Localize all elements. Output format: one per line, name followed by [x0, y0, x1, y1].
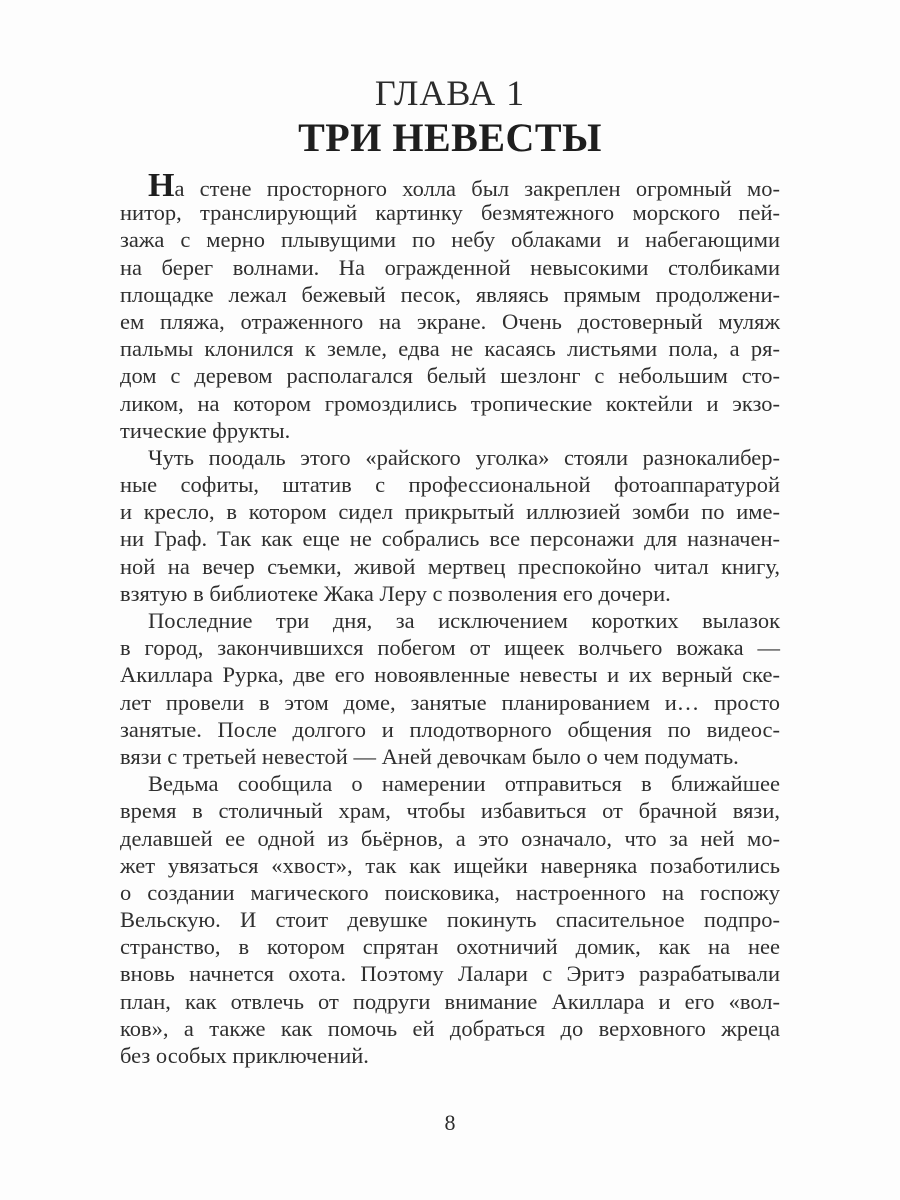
- paragraph-1: [120, 167, 780, 444]
- text-line: лет провели в этом доме, занятые планированием и… просто: [120, 689, 780, 715]
- text-line: вновь начнется охота. Поэтому Лалари с Эритэ разрабатывали: [120, 961, 780, 987]
- text-line: Акиллара Рурка, две его новоявленные невесты и их верный ске-: [120, 662, 780, 688]
- text-line: Ведьма сообщила о намерении отправиться в ближайшее: [148, 771, 780, 797]
- text-line: тические фрукты.: [120, 417, 291, 443]
- text-line: ные софиты, штатив с профессиональной фотоаппаратурой: [120, 472, 780, 498]
- text-line: делавшей ее одной из бьёрнов, а это означало, что за ней мо-: [120, 825, 780, 851]
- text-line: в город, закончившихся побегом от ищеек волчьего вожака —: [120, 635, 780, 661]
- paragraph-2: [120, 444, 780, 607]
- text-line: жет увязаться «хвост», так как ищейки наверняка позаботились: [120, 852, 780, 878]
- text-line: пальмы клонился к земле, едва не касаясь листьями пола, а ря-: [120, 336, 780, 362]
- drop-cap-letter: Н: [148, 167, 175, 204]
- text-line: ков», а также как помочь ей добраться до верховного жреца: [120, 1015, 780, 1041]
- text-line: о создании магического поисковика, настроенного на госпожу: [120, 879, 780, 905]
- paragraph-3: [120, 607, 780, 770]
- text-line: площадке лежал бежевый песок, являясь прямым продолжени-: [120, 281, 780, 307]
- text-line: план, как отвлечь от подруги внимание Акиллара и его «вол-: [120, 988, 780, 1014]
- text-line: время в столичный храм, чтобы избавиться от брачной вязи,: [120, 798, 780, 824]
- paragraph-4: [120, 770, 780, 1069]
- text-line: дом с деревом располагался белый шезлонг с небольшим сто-: [120, 363, 780, 389]
- text-line: ни Граф. Так как еще не собрались все персонажи для назначен-: [120, 526, 780, 552]
- text-line: без особых приключений.: [120, 1043, 369, 1068]
- text-line: ем пляжа, отраженного на экране. Очень достоверный муляж: [120, 308, 780, 334]
- text-line: вязи с третьей невестой — Аней девочкам было о чем подумать.: [120, 743, 739, 769]
- text-line: На стене просторного холла был закреплен огромный мо-: [148, 167, 780, 204]
- text-line: странство, в котором спрятан охотничий домик, как на нее: [120, 934, 780, 960]
- text-line: зажа с мерно плывущими по небу облаками и набегающими: [120, 227, 780, 253]
- chapter-body: [120, 167, 780, 1069]
- text-line: Чуть поодаль этого «райского уголка» стояли разнокалибер-: [148, 444, 780, 470]
- text-line: на берег волнами. На огражденной невысокими столбиками: [120, 254, 780, 280]
- text-line: занятые. После долгого и плодотворного общения по видеос-: [120, 716, 780, 742]
- chapter-title: ТРИ НЕВЕСТЫ: [298, 115, 602, 160]
- chapter-number: ГЛАВА 1: [374, 73, 526, 113]
- text-line: и кресло, в котором сидел прикрытый иллюзией зомби по име-: [120, 499, 780, 525]
- text-line: взятую в библиотеке Жака Леру с позволения его дочери.: [120, 580, 671, 606]
- text-line: Последние три дня, за исключением коротких вылазок: [148, 608, 780, 633]
- text-line: Вельскую. И стоит девушке покинуть спасительное подпро-: [120, 907, 780, 933]
- page-number: 8: [444, 1110, 456, 1135]
- text-line: ликом, на котором громоздились тропические коктейли и экзо-: [120, 390, 780, 416]
- text-line: ной на вечер съемки, живой мертвец преспокойно читал книгу,: [120, 553, 780, 579]
- text-line: нитор, транслирующий картинку безмятежного морского пей-: [120, 200, 780, 226]
